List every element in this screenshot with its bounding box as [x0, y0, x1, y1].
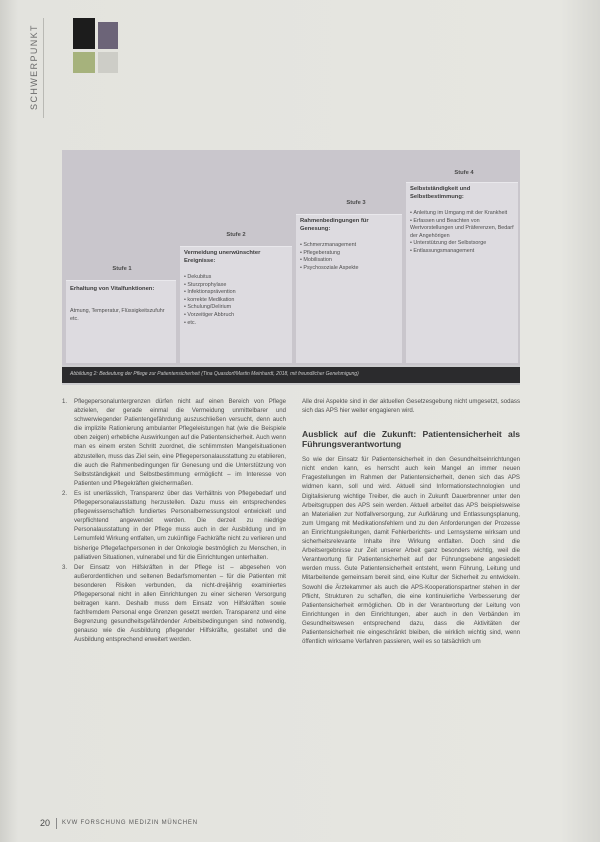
figure-caption: Abbildung 2: Bedeutung der Pflege zur Patientensicherheit (Tina Quasdorf/Martin Meinhardt, 2018, mit freundlicher Genehmigung)	[70, 371, 359, 377]
stage-figure	[62, 150, 520, 385]
stage-3-title: Rahmenbedingungen für Genesung:	[300, 218, 369, 232]
list-item	[62, 397, 286, 488]
figure-caption-bar	[62, 367, 520, 383]
item-text: Pflegepersonaluntergrenzen dürfen nicht auf einen Bereich von Pflege abzielen, der gerade einmal die Vermeidung unmittelbarer und schwerwiegender Patientengefährdung auszuschließen versucht, denn auch die implizite Rationierung ambulanter Pflegeleistungen hat (wie die Beispiele oben zeigen) erhebliche Auswirkungen auf die Patientensicherheit. Auch wenn man es einem ersten Schritt zuordnet, die schlimmsten Mangelsituationen abzustellen, muss das Ziel sein, eine Pflegepersonalausstattung zu etablieren, die auch die Rahmenbedingungen für Genesung und die Unterstützung von Selbstständigkeit und Selbstbestimmung ermöglicht – im Interesse von Patienten und Pflegekräften gleichermaßen.	[74, 398, 286, 487]
list-item: • Entlassungsmanagement	[410, 248, 516, 256]
stage-4-label: Stufe 4	[454, 170, 474, 176]
stage-4-list	[410, 210, 516, 256]
item-text: Es ist unerlässlich, Transparenz über das Verhältnis von Pflegebedarf und Pflegepersonalausstattung herzustellen. Dazu muss ein entsprechendes pflegewissenschaftlich fundiertes Personalbemessungstool entwickelt und verpflichtend angewendet werden. Die derzeit zu niedrige Personalausstattung in der Pflege muss auch in der Ausbildung und im Lernumfeld Wirkung entfalten, um zukünftige Fachkräfte nicht zu verlieren und bisherige Pflegefachpersonen in der Onkologie bestmöglich zu Menschen, in palliativen Situationen, vulnerabel und für die Einrichtungen unterhalten.	[74, 489, 286, 561]
list-item: • Infektionsprävention	[184, 289, 288, 297]
list-item: • korrekte Medikation	[184, 297, 288, 305]
item-number: 2.	[62, 489, 68, 497]
item-number: 3.	[62, 563, 68, 571]
list-item: • Erfassen und Beachten von Wertvorstellungen und Präferenzen, Bedarf der Angehörigen	[410, 218, 516, 241]
decor-square-green	[73, 52, 95, 73]
stage-3-box	[296, 214, 402, 363]
list-item: • Unterstützung der Selbstsorge	[410, 240, 516, 248]
stage-3-label: Stufe 3	[346, 200, 366, 206]
list-item: • Dekubitus	[184, 274, 288, 282]
body-paragraph: So wie der Einsatz für Patientensicherheit in den Gesundheitseinrichtungen nicht enden kann, es herrscht auch kein Mangel an immer neuen Fragestellungen im Rahmen der Patientensicherheit, denen sich das APS widmen kann, soll und wird. Aktuell sind Informationstechnologien und Digitalisierung wichtige Treiber, die auch in Zukunft Dauerbrenner unter den Arbeitsgruppen des APS sein werden. Aktuell arbeitet das APS beispielsweise an Materialien zur Notfallversorgung, zur Aufklärung und Entlassungsplanung, zum Umgang mit Medikationsfehlern und zu den Anforderungen der Prozesse an Einrichtungsleitungen, damit Fehlerberichts- und Lernsysteme wirksam und sicherheitsrelevante Inhalte ihre Wirkung entfalten. Doch sind die Arbeitsergebnisse zur Zeit unserer Arbeit ganz besonders wichtig, weil die Verantwortung für Patientensicherheit auf der Führungsebene angesiedelt werden muss. Gute Patientensicherheit entsteht, wenn Führung, Leitung und Mitarbeitende gemeinsam bereit sind, eine Kultur der Sicherheit zu entwickeln. Sowohl die Ärztekammer als auch die APS-Kooperationspartner stehen in der Pflicht, Strukturen zu schaffen, die eine kontinuierliche Verbesserung der Patientensicherheit ermöglichen. Ob in der Verantwortung der Leitung von Einrichtungen in den Einrichtungen, aber auch in den Verbänden im Gesundheitswesen entsprechend dazu, dass die Aktivitäten der Patientensicherheit nie eingeschränkt bleiben, die wirklich wichtig sind, wenn öffentlich wirksame Verfahren passieren, weil es so tatsächlich um	[302, 456, 520, 646]
intro-paragraph: Alle drei Aspekte sind in der aktuellen Gesetzesgebung nicht umgesetzt, sodass sich das APS hier weiter engagieren wird.	[302, 398, 520, 415]
item-number: 1.	[62, 398, 68, 405]
decor-square-black	[73, 18, 95, 49]
right-column	[302, 397, 520, 646]
list-item: • Schmerzmanagement	[300, 242, 400, 250]
footer-divider	[56, 818, 57, 829]
list-item: • etc.	[184, 320, 288, 328]
stage-3-list	[300, 242, 400, 272]
footer-text: KVW FORSCHUNG MEDIZIN MÜNCHEN	[62, 820, 198, 826]
list-item: • Mobilisation	[300, 257, 400, 265]
section-heading: Ausblick auf die Zukunft: Patientensicherheit als Führungsverantwortung	[302, 429, 520, 450]
page-number: 20	[40, 818, 51, 828]
stage-4-title: Selbstständigkeit und Selbstbestimmung:	[410, 186, 471, 200]
section-divider	[43, 18, 44, 118]
page-footer	[40, 818, 520, 830]
left-column	[62, 397, 286, 646]
stage-2-list	[184, 274, 288, 327]
decor-square-purple	[98, 22, 118, 49]
list-item: • Schulung/Delirium	[184, 304, 288, 312]
section-label: SCHWERPUNKT	[29, 24, 39, 110]
list-item: • Anleitung im Umgang mit der Krankheit	[410, 210, 516, 218]
list-item: • Sturzprophylaxe	[184, 282, 288, 290]
stage-1-label: Stufe 1	[112, 266, 132, 272]
decor-square-grey	[98, 52, 118, 73]
item-text: Der Einsatz von Hilfskräften in der Pflege ist – abgesehen von außerordentlichen und seltenen Bedarfsmomenten – für die Patienten mit besonderen Risiken verbunden, da nicht-dreijährig examiniertes Pflegepersonal nicht in allen Einrichtungen zu einer sicheren Versorgung beitragen kann. Deshalb muss dem Einsatz von Hilfskräften sowie fachfremdem Personal enge Grenzen gesetzt werden. Transparenz und eine Begrenzung gesundheitsgefährdender Arbeitsbedingungen sind notwendig, genauso wie die Ausbildung pflegender Hilfskräfte, gestaltet und die Ausbildung entsprechend erweitert werden.	[74, 563, 286, 644]
list-item: • Pflegeberatung	[300, 250, 400, 258]
stage-1-text: Atmung, Temperatur, Flüssigkeitszufuhr etc.	[70, 308, 165, 322]
list-item: • Vorzeitiger Abbruch	[184, 312, 288, 320]
list-item: • Psychosoziale Aspekte	[300, 265, 400, 273]
list-item	[62, 489, 286, 562]
list-item	[62, 563, 286, 645]
stage-1-title: Erhaltung von Vitalfunktionen:	[70, 286, 155, 292]
stage-2-title: Vermeidung unerwünschter Ereignisse:	[184, 250, 261, 264]
stage-2-label: Stufe 2	[226, 232, 246, 238]
